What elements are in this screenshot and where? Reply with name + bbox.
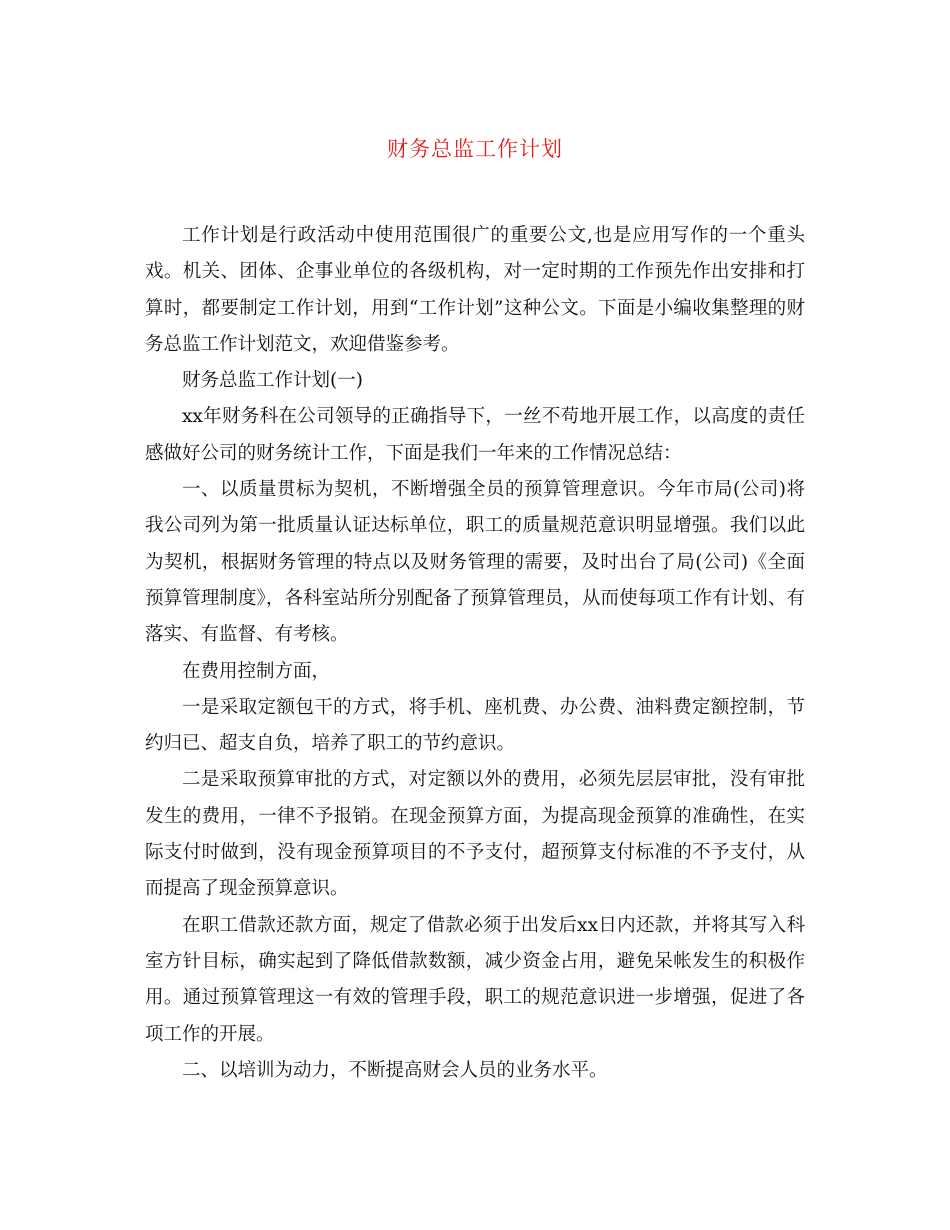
section-heading: 财务总监工作计划(一) xyxy=(182,370,363,392)
document-body xyxy=(145,218,805,1089)
body-paragraph: 一是采取定额包干的方式，将手机、座机费、办公费、油料费定额控制，节约归已、超支自负，培养了职工的节约意识。 xyxy=(145,696,805,755)
body-paragraph: 二是采取预算审批的方式，对定额以外的费用，必须先层层审批，没有审批发生的费用，一律不予报销。在现金预算方面，为提高现金预算的准确性，在实际支付时做到，没有现金预算项目的不予支付，超预算支付标准的不予支付，从而提高了现金预算意识。 xyxy=(145,769,805,900)
body-paragraph: 二、以培训为动力，不断提高财会人员的业务水平。 xyxy=(182,1059,608,1081)
body-paragraph: 在职工借款还款方面，规定了借款必须于出发后xx日内还款，并将其写入科室方针目标，确实起到了降低借款数额，减少资金占用，避免呆帐发生的积极作用。通过预算管理这一有效的管理手段，职工的规范意识进一步增强，促进了各项工作的开展。 xyxy=(145,914,805,1045)
body-paragraph: xx年财务科在公司领导的正确指导下，一丝不苟地开展工作，以高度的责任感做好公司的财务统计工作，下面是我们一年来的工作情况总结： xyxy=(145,406,805,464)
intro-paragraph: 工作计划是行政活动中使用范围很广的重要公文,也是应用写作的一个重头戏。机关、团体、企事业单位的各级机构，对一定时期的工作预先作出安排和打算时，都要制定工作计划，用到“工作计划”这种公文。下面是小编收集整理的财务总监工作计划范文，欢迎借鉴参考。 xyxy=(145,225,805,355)
document-title: 财务总监工作计划 xyxy=(387,137,563,161)
body-paragraph: 一、以质量贯标为契机，不断增强全员的预算管理意识。今年市局(公司)将我公司列为第一批质量认证达标单位，职工的质量规范意识明显增强。我们以此为契机，根据财务管理的特点以及财务管理的需要，及时出台了局(公司)《全面预算管理制度》，各科室站所分别配备了预算管理员，从而使每项工作有计划、有落实、有监督、有考核。 xyxy=(145,479,805,646)
body-paragraph: 在费用控制方面， xyxy=(182,660,331,682)
